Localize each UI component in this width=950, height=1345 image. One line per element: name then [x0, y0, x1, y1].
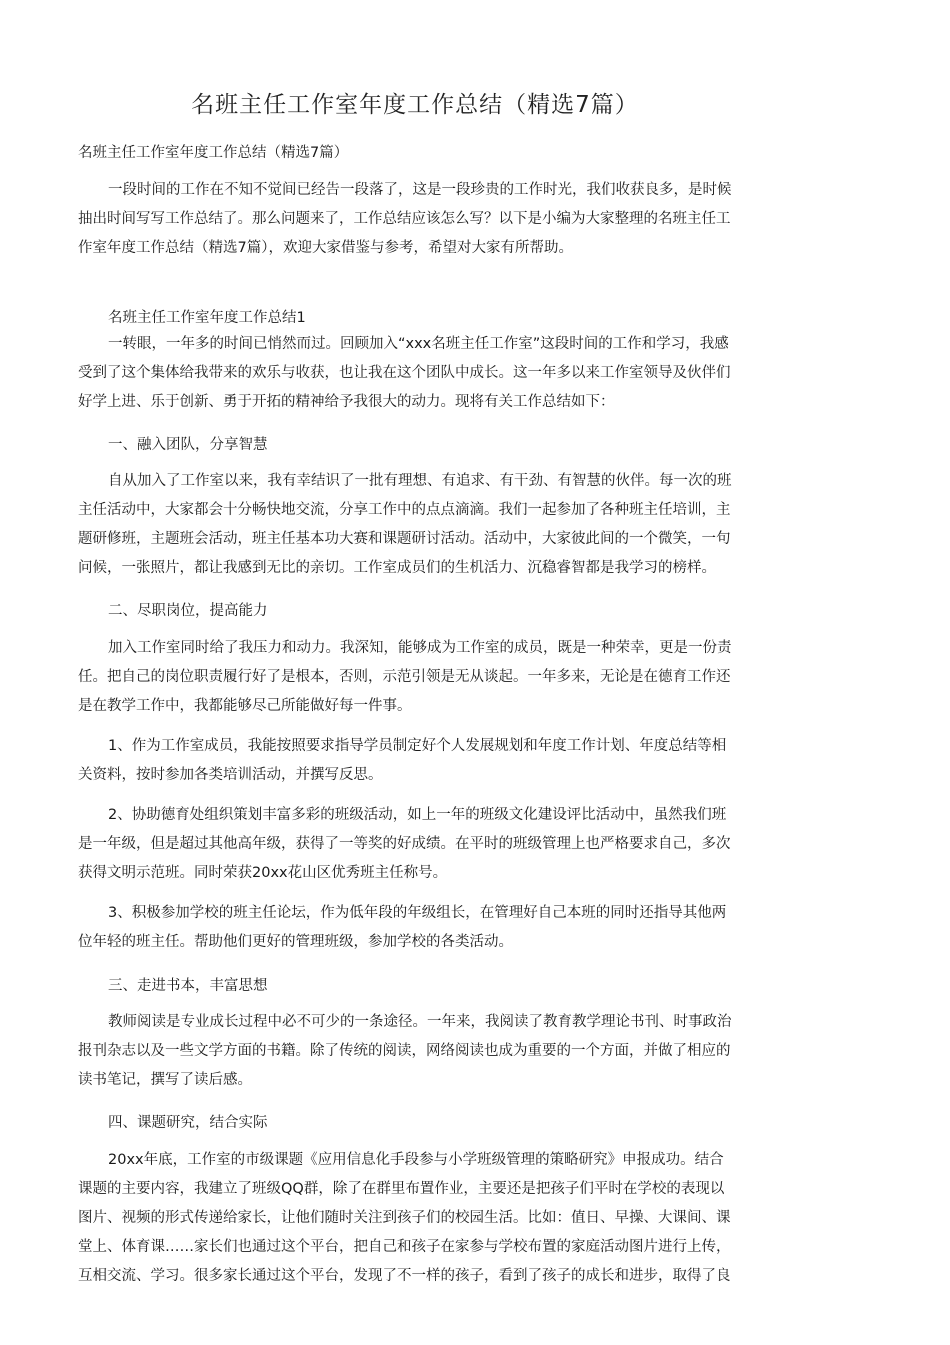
- paragraph-line: 获得文明示范班。同时荣获20xx花山区优秀班主任称号。: [78, 865, 448, 881]
- paragraph-line: 位年轻的班主任。帮助他们更好的管理班级，参加学校的各类活动。: [78, 934, 513, 950]
- section-1-heading: 名班主任工作室年度工作总结1: [108, 310, 306, 326]
- paragraph-line: 读书笔记，撰写了读后感。: [78, 1072, 252, 1088]
- list-item-2: [78, 801, 778, 888]
- paragraph-line: 互相交流、学习。很多家长通过这个平台，发现了不一样的孩子，看到了孩子的成长和进步，取得了良: [78, 1268, 731, 1284]
- document-title: 名班主任工作室年度工作总结（精选7篇）: [191, 92, 639, 118]
- paragraph-line: 是一年级，但是超过其他高年级，获得了一等奖的好成绩。在平时的班级管理上也严格要求自己，多次: [78, 836, 731, 852]
- paragraph-line: 题研修班，主题班会活动，班主任基本功大赛和课题研讨活动。活动中，大家彼此间的一个微笑，一句: [78, 531, 731, 547]
- paragraph-line: 加入工作室同时给了我压力和动力。我深知，能够成为工作室的成员，既是一种荣幸，更是一份责: [108, 640, 732, 656]
- paragraph-line: 2、协助德育处组织策划丰富多彩的班级活动，如上一年的班级文化建设评比活动中，虽然我们班: [108, 807, 727, 823]
- paragraph-line: 堂上、体育课……家长们也通过这个平台，把自己和孩子在家参与学校布置的家庭活动图片进行上传，: [78, 1239, 731, 1255]
- paragraph-line: 任。把自己的岗位职责履行好了是根本，否则，示范引领是无从谈起。一年多来，无论是在德育工作还: [78, 669, 731, 685]
- paragraph-line: 1、作为工作室成员，我能按照要求指导学员制定好个人发展规划和年度工作计划、年度总结等相: [108, 738, 727, 754]
- heading-1: 一、融入团队，分享智慧: [108, 437, 268, 453]
- heading-2: 二、尽职岗位，提高能力: [108, 603, 268, 619]
- paragraph-2: [78, 467, 778, 583]
- paragraph-3: [78, 634, 778, 721]
- paragraph-line: 20xx年底，工作室的市级课题《应用信息化手段参与小学班级管理的策略研究》申报成功。结合: [108, 1152, 724, 1168]
- list-item-3: [78, 899, 778, 957]
- paragraph-line: 受到了这个集体给我带来的欢乐与收获，也让我在这个团队中成长。这一年多以来工作室领导及伙伴们: [78, 365, 731, 381]
- paragraph-line: 教师阅读是专业成长过程中必不可少的一条途径。一年来，我阅读了教育教学理论书刊、时事政治: [108, 1014, 732, 1030]
- paragraph-4: [78, 1008, 778, 1095]
- paragraph-line: 课题的主要内容，我建立了班级QQ群，除了在群里布置作业，主要还是把孩子们平时在学校的表现以: [78, 1181, 725, 1197]
- paragraph-line: 3、积极参加学校的班主任论坛，作为低年段的年级组长，在管理好自己本班的同时还指导其他两: [108, 905, 727, 921]
- paragraph-line: 图片、视频的形式传递给家长，让他们随时关注到孩子们的校园生活。比如：值日、早操、大课间、课: [78, 1210, 731, 1226]
- intro-line: 作室年度工作总结（精选7篇），欢迎大家借鉴与参考，希望对大家有所帮助。: [78, 240, 573, 256]
- heading-3: 三、走进书本，丰富思想: [108, 978, 268, 994]
- paragraph-line: 问候，一张照片，都让我感到无比的亲切。工作室成员们的生机活力、沉稳睿智都是我学习的榜样。: [78, 560, 716, 576]
- intro-line: 抽出时间写写工作总结了。那么问题来了，工作总结应该怎么写？以下是小编为大家整理的名班主任工: [78, 211, 731, 227]
- paragraph-line: 一转眼，一年多的时间已悄然而过。回顾加入“xxx名班主任工作室”这段时间的工作和学习，我感: [108, 336, 729, 352]
- paragraph-line: 自从加入了工作室以来，我有幸结识了一批有理想、有追求、有干劲、有智慧的伙伴。每一次的班: [108, 473, 732, 489]
- paragraph-1: [78, 330, 778, 417]
- intro-paragraph: [78, 176, 778, 263]
- list-item-1: [78, 732, 778, 790]
- paragraph-line: 关资料，按时参加各类培训活动，并撰写反思。: [78, 767, 383, 783]
- paragraph-line: 主任活动中，大家都会十分畅快地交流，分享工作中的点点滴滴。我们一起参加了各种班主任培训，主: [78, 502, 731, 518]
- paragraph-5: [78, 1146, 778, 1291]
- paragraph-line: 好学上进、乐于创新、勇于开拓的精神给予我很大的动力。现将有关工作总结如下：: [78, 394, 615, 410]
- paragraph-line: 报刊杂志以及一些文学方面的书籍。除了传统的阅读，网络阅读也成为重要的一个方面，并做了相应的: [78, 1043, 731, 1059]
- paragraph-line: 是在教学工作中，我都能够尽己所能做好每一件事。: [78, 698, 412, 714]
- heading-4: 四、课题研究，结合实际: [108, 1115, 268, 1131]
- document-subtitle: 名班主任工作室年度工作总结（精选7篇）: [78, 145, 349, 161]
- intro-line: 一段时间的工作在不知不觉间已经告一段落了，这是一段珍贵的工作时光，我们收获良多，是时候: [108, 182, 732, 198]
